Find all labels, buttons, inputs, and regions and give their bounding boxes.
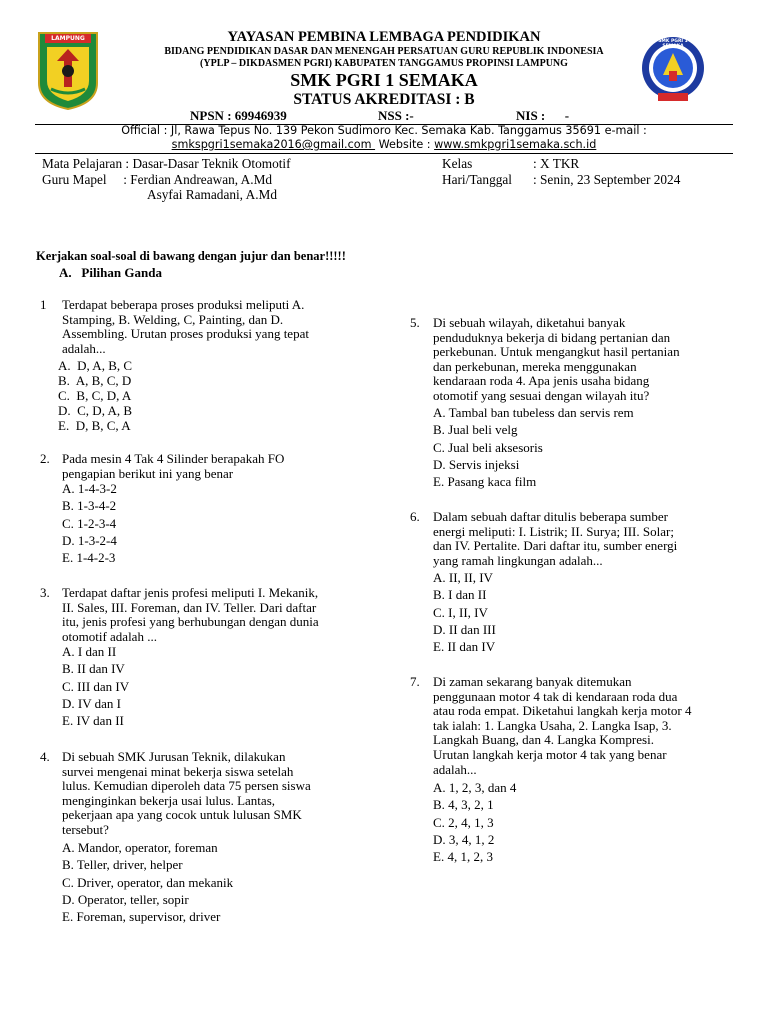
header-divider-bottom — [35, 153, 733, 154]
answer-option[interactable]: E. II dan IV — [433, 639, 496, 655]
question-text-line: tersebut? — [62, 822, 109, 837]
answer-option[interactable]: B. Jual beli velg — [433, 422, 518, 438]
logo-left-text: LAMPUNG — [51, 35, 85, 42]
class-label: Kelas — [442, 156, 473, 171]
answer-option[interactable]: E. 1-4-2-3 — [62, 550, 116, 566]
question-text-line: perkebunan. Untuk mengangkut hasil pertanian — [433, 344, 680, 360]
question-text-line: kendaraan roda 4. Apa jenis usaha bidang — [433, 373, 650, 389]
answer-option[interactable]: E. Pasang kaca film — [433, 474, 537, 490]
date-value: : Senin, 23 September 2024 — [533, 172, 681, 187]
question-number: 2. — [40, 451, 50, 466]
teacher-line: Guru Mapel : Ferdian Andreawan, A.Md — [42, 172, 273, 187]
contact-line — [35, 138, 733, 151]
question-number: 7. — [410, 674, 420, 689]
subject-line: Mata Pelajaran : Dasar-Dasar Teknik Otomotif — [42, 156, 291, 171]
question-text-line: pekerjaan apa yang cocok untuk lulusan SMK — [62, 807, 302, 823]
website-label: Website : — [375, 138, 435, 151]
answer-option[interactable]: C. III dan IV — [62, 678, 130, 694]
answer-option[interactable]: D. Operator, teller, sopir — [62, 891, 189, 907]
question-text-line: energi meliputi: I. Listrik; II. Surya; III. Solar; — [433, 523, 674, 539]
question-text-line: adalah... — [62, 340, 106, 356]
answer-option[interactable]: D. Servis injeksi — [433, 456, 520, 472]
question-text-line: pengapian berikut ini yang benar — [62, 465, 234, 481]
answer-option[interactable]: B. Teller, driver, helper — [62, 857, 183, 873]
answer-option[interactable]: D. IV dan I — [62, 695, 121, 711]
nis: NIS : - — [516, 108, 570, 123]
question-text-line: Urutan langkah kerja motor 4 tak yang benar — [433, 747, 667, 762]
email-link[interactable]: smkspgri1semaka2016@gmail.com — [171, 138, 376, 151]
question-text-line: otomotif yang sesuai dengan wilayah itu? — [433, 388, 650, 403]
question-text-line: Di zaman sekarang banyak ditemukan — [433, 674, 632, 689]
answer-option[interactable]: C. Jual beli aksesoris — [433, 439, 543, 455]
answer-option[interactable]: A. I dan II — [62, 644, 117, 659]
question-text-line: itu, jenis profesi yang berhubungan dengan dunia — [62, 614, 319, 630]
logo-right-text: SMK PGRI 1 SEMAKA — [658, 39, 688, 49]
answer-option[interactable]: E. IV dan II — [62, 713, 124, 729]
accreditation-status: STATUS AKREDITASI : B — [293, 91, 475, 108]
class-value: : X TKR — [533, 156, 580, 171]
section-title: A. Pilihan Ganda — [59, 265, 162, 280]
answer-option[interactable]: D. C, D, A, B — [58, 403, 133, 418]
instructions: Kerjakan soal-soal di bawang dengan jujur dan benar!!!!! — [36, 249, 346, 263]
answer-option[interactable]: A. Tambal ban tubeless dan servis rem — [433, 405, 634, 420]
question-text-line: Pada mesin 4 Tak 4 Silinder berapakah FO — [62, 451, 285, 466]
answer-option[interactable]: D. II dan III — [433, 621, 496, 637]
question-text-line: dan IV. Pertalite. Dari daftar itu, sumber energi — [433, 538, 678, 554]
teacher-second: Asyfai Ramadani, A.Md — [147, 187, 277, 202]
answer-option[interactable]: D. 3, 4, 1, 2 — [433, 831, 495, 847]
answer-option[interactable]: D. 1-3-2-4 — [62, 532, 117, 548]
foundation-title: YAYASAN PEMBINA LEMBAGA PENDIDIKAN — [227, 29, 541, 45]
answer-option[interactable]: A. 1, 2, 3, dan 4 — [433, 780, 517, 795]
answer-option[interactable]: B. 1-3-4-2 — [62, 498, 117, 514]
website-link[interactable]: www.smkpgri1semaka.sch.id — [434, 138, 597, 151]
question-text-line: tak ialah: 1. Langka Usaha, 2. Langka Isap, 3. — [433, 717, 672, 733]
question-text-line: Terdapat daftar jenis profesi meliputi I. Mekanik, — [62, 585, 319, 600]
question-text-line: otomotif adalah ... — [62, 628, 157, 644]
question-text-line: Terdapat beberapa proses produksi meliputi A. — [62, 297, 305, 312]
question-text-line: yang ramah lingkungan adalah... — [433, 552, 603, 568]
question-text-line: atau roda empat. Diketahui langkah kerja motor 4 — [433, 703, 692, 719]
question-text-line: Stamping, B. Welding, C, Painting, dan D. — [62, 311, 284, 327]
school-address: Official : Jl, Rawa Tepus No. 139 Pekon Sudimoro Kec. Semaka Kab. Tanggamus 35691 e-mail : — [121, 124, 647, 137]
answer-option[interactable]: A. Mandor, operator, foreman — [62, 840, 218, 855]
question-number: 4. — [40, 749, 50, 764]
date-label: Hari/Tanggal — [442, 172, 512, 187]
answer-option[interactable]: A. D, A, B, C — [58, 358, 133, 373]
question-text-line: II. Sales, III. Foreman, dan IV. Teller. Dari daftar — [62, 599, 317, 615]
question-text-line: dan perkebunan, mereka menggunakan — [433, 358, 637, 374]
district-title: (YPLP – DIKDASMEN PGRI) KABUPATEN TANGGAMUS PROPINSI LAMPUNG — [200, 58, 568, 69]
question-text-line: menginginkan bekerja usai lulus. Lantas, — [62, 792, 276, 808]
npsn: NPSN : 69946939 — [190, 108, 287, 123]
field-title: BIDANG PENDIDIKAN DASAR DAN MENENGAH PERSATUAN GURU REPUBLIK INDONESIA — [164, 46, 604, 57]
answer-option[interactable]: B. II dan IV — [62, 661, 125, 677]
question-number: 5. — [410, 315, 420, 330]
question-text-line: penduduknya bekerja di bidang pertanian dan — [433, 329, 671, 345]
question-text-line: penggunaan motor 4 tak di kendaraan roda dua — [433, 688, 678, 704]
answer-option[interactable]: C. 2, 4, 1, 3 — [433, 814, 494, 830]
answer-option[interactable]: E. D, B, C, A — [58, 418, 131, 433]
question-text-line: lulus. Kemudian diperoleh data 75 persen siswa — [62, 778, 311, 794]
school-name: SMK PGRI 1 SEMAKA — [290, 70, 478, 90]
answer-option[interactable]: C. Driver, operator, dan mekanik — [62, 874, 234, 890]
question-text-line: adalah... — [433, 761, 477, 777]
answer-option[interactable]: B. A, B, C, D — [58, 373, 132, 388]
question-text-line: survei mengenai minat bekerja siswa setelah — [62, 763, 294, 779]
question-text-line: Langkah Buang, dan 4. Langka Kompresi. — [433, 732, 654, 748]
question-number: 1 — [40, 297, 47, 312]
question-text-line: Di sebuah wilayah, diketahui banyak — [433, 315, 626, 330]
answer-option[interactable]: C. I, II, IV — [433, 604, 488, 620]
answer-option[interactable]: B. I dan II — [433, 587, 487, 603]
answer-option[interactable]: A. 1-4-3-2 — [62, 481, 117, 496]
answer-option[interactable]: E. 4, 1, 2, 3 — [433, 849, 493, 865]
answer-option[interactable]: C. 1-2-3-4 — [62, 515, 117, 531]
question-text-line: Dalam sebuah daftar ditulis beberapa sumber — [433, 509, 668, 524]
nss: NSS :- — [378, 108, 414, 123]
answer-option[interactable]: E. Foreman, supervisor, driver — [62, 909, 221, 925]
answer-option[interactable]: A. II, II, IV — [433, 570, 493, 585]
question-text-line: Assembling. Urutan proses produksi yang tepat — [62, 326, 309, 342]
answer-option[interactable]: C. B, C, D, A — [58, 388, 132, 403]
question-text-line: Di sebuah SMK Jurusan Teknik, dilakukan — [62, 749, 286, 764]
answer-option[interactable]: B. 4, 3, 2, 1 — [433, 797, 494, 813]
question-number: 6. — [410, 509, 420, 524]
question-number: 3. — [40, 585, 50, 600]
